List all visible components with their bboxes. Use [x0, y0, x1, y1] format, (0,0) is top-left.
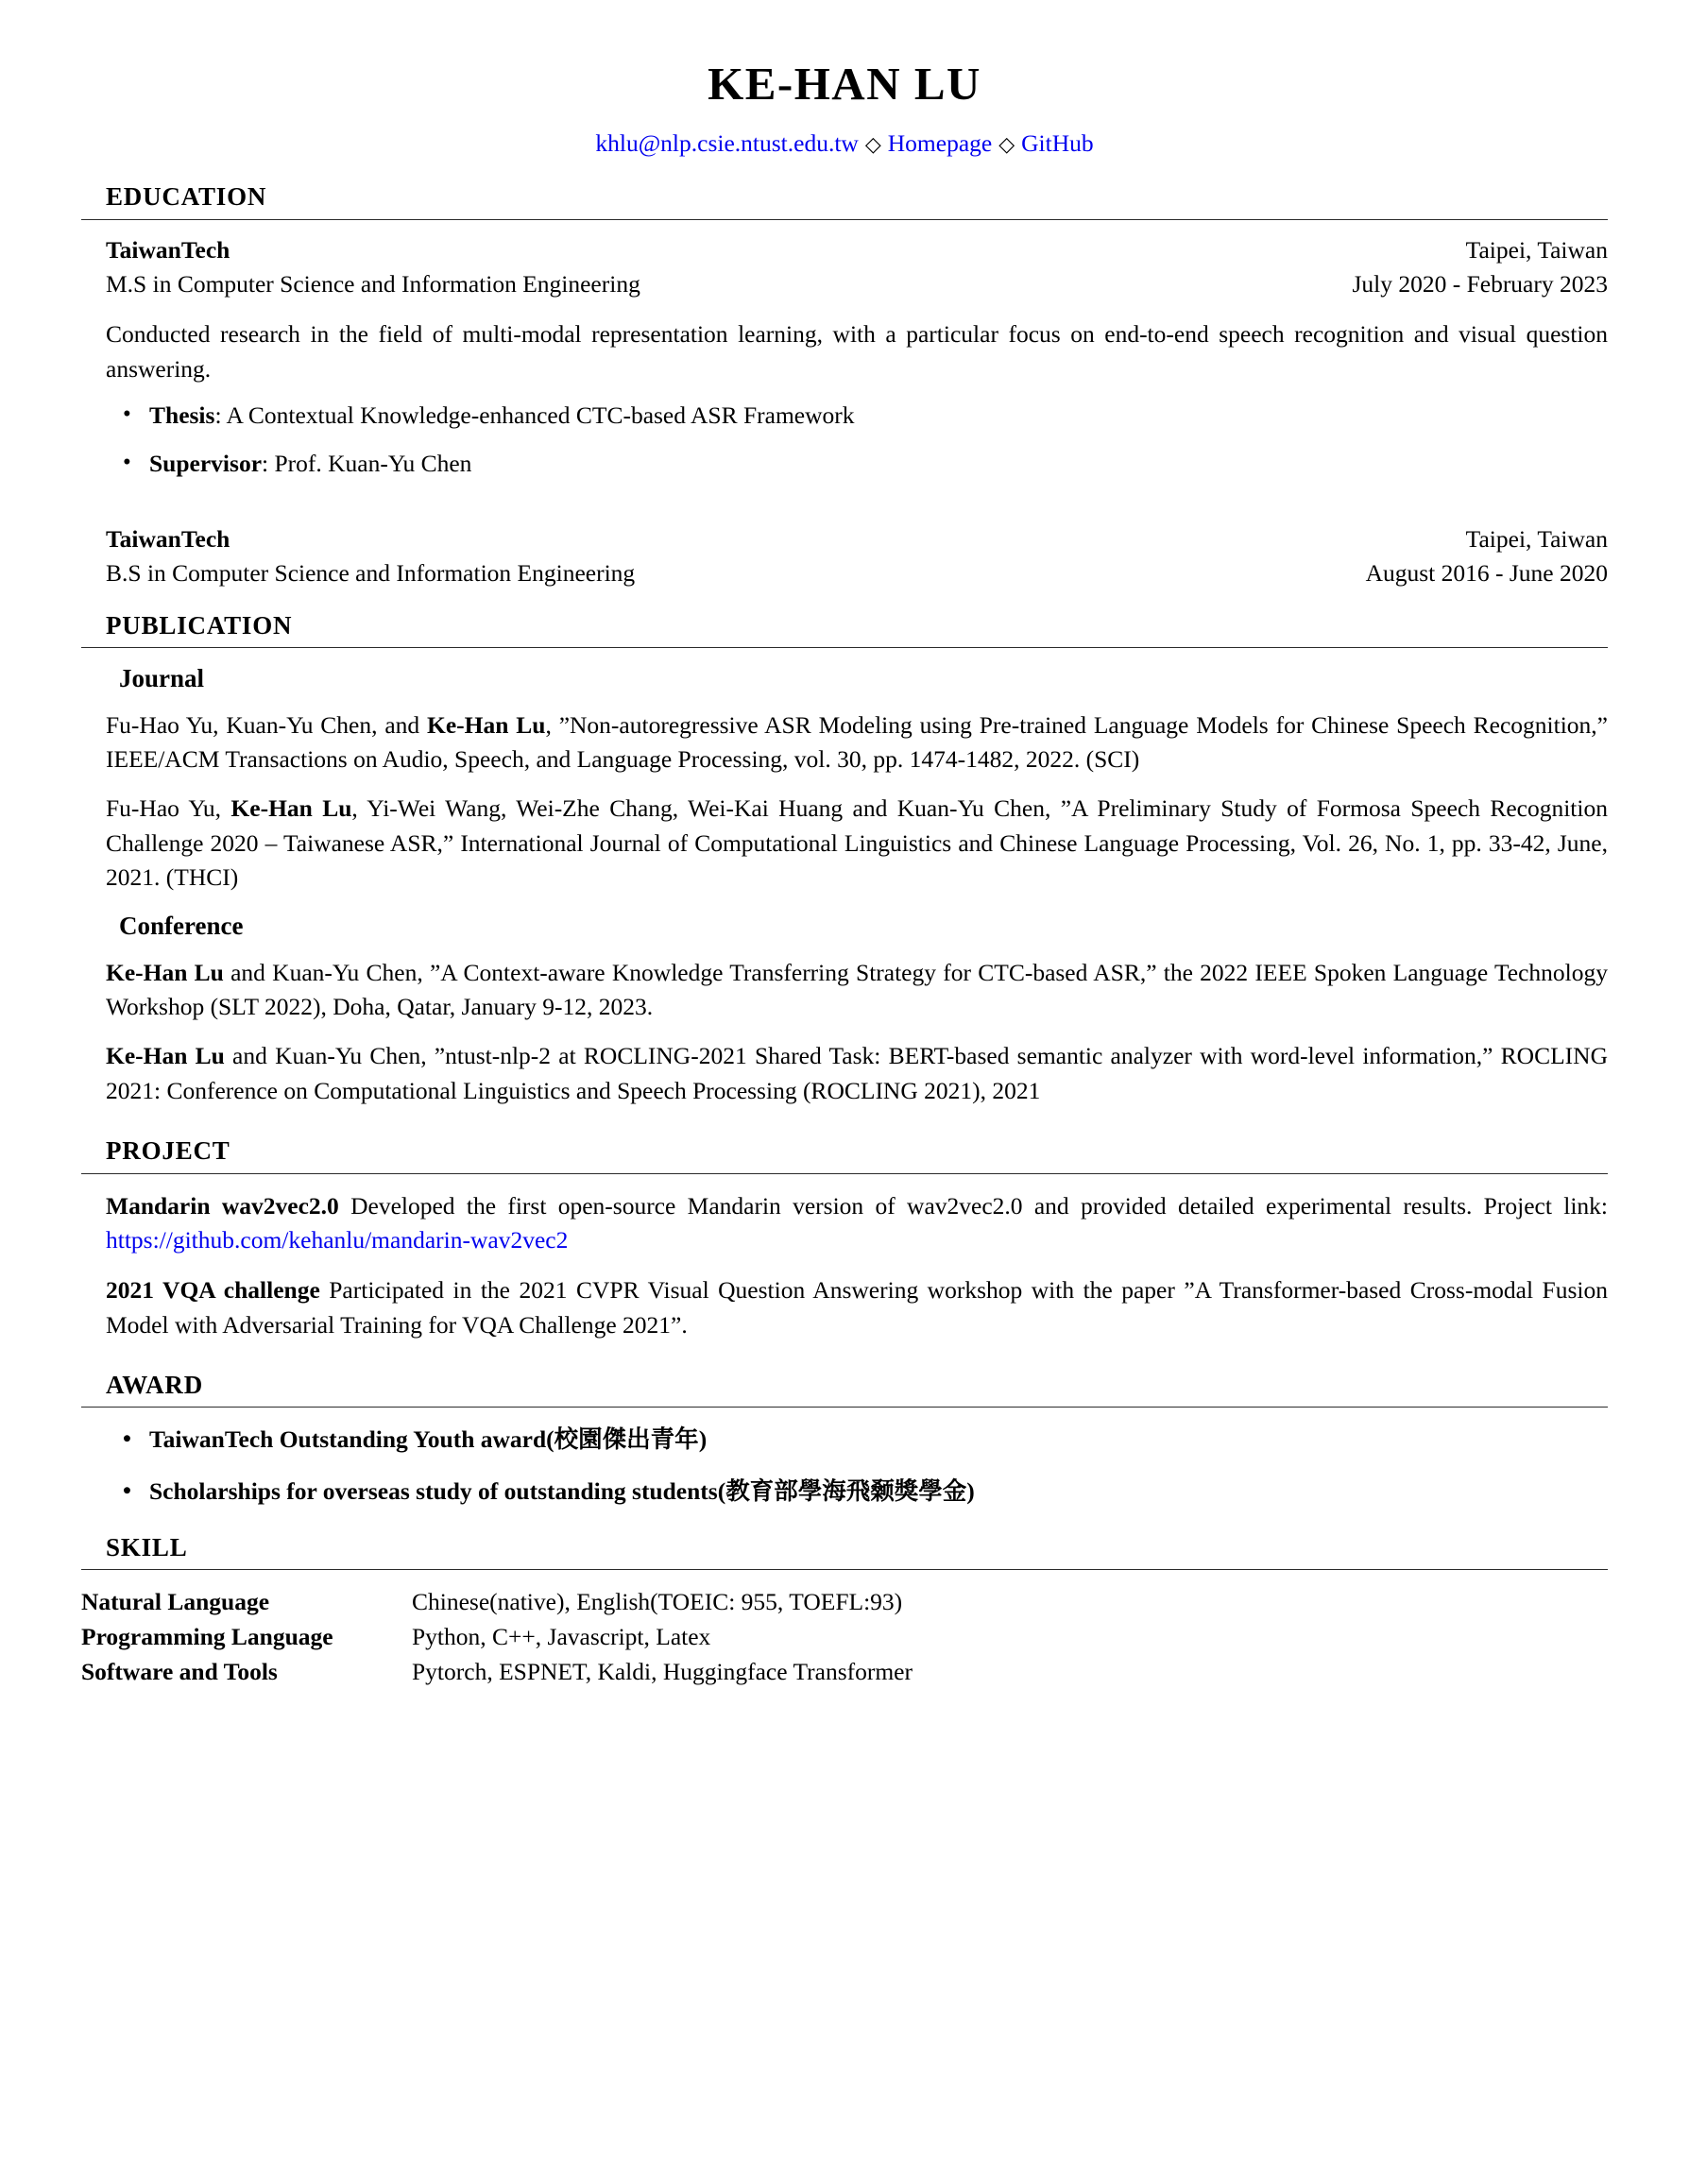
author-self: Ke-Han Lu	[427, 710, 546, 739]
project-title: 2021 VQA challenge	[106, 1275, 320, 1304]
publication-item-journal-1	[81, 708, 1608, 777]
bullet-label-supervisor: Supervisor	[149, 449, 263, 477]
project-item-mandarin-wav2vec	[81, 1189, 1608, 1258]
author-self: Ke-Han Lu	[106, 958, 224, 986]
award-paren-close: )	[698, 1425, 708, 1454]
project-description: Developed the first open-source Mandarin version of wav2vec2.0 and provided detailed experimental results. Project link:	[338, 1191, 1608, 1220]
skill-table	[81, 1585, 913, 1691]
section-divider	[81, 1569, 1608, 1570]
subsection-heading-conference: Conference	[119, 912, 244, 941]
project-description: Participated in the 2021 CVPR Visual Question Answering workshop with the paper ”A Transformer-based Cross-modal Fusion Model with Adversarial Training for VQA Challenge 2021”.	[106, 1275, 1608, 1339]
list-item	[149, 1475, 1608, 1509]
table-row	[81, 1585, 913, 1620]
bullet-label-thesis: Thesis	[149, 401, 215, 430]
list-item	[149, 447, 1608, 481]
contact-links	[81, 129, 1608, 159]
degree-dates: August 2016 - June 2020	[1365, 558, 1608, 587]
skill-label-software-tools: Software and Tools	[81, 1658, 278, 1686]
section-divider	[81, 647, 1608, 648]
authors-prefix: Fu-Hao Yu,	[106, 794, 231, 823]
section-heading-project: PROJECT	[106, 1136, 230, 1166]
author-self: Ke-Han Lu	[230, 794, 352, 823]
section-divider	[81, 1407, 1608, 1408]
author-self: Ke-Han Lu	[106, 1042, 225, 1070]
citation-text: , ”Non-autoregressive ASR Modeling using Pre-trained Language Models for Chinese Speech Recognition,” IEEE/ACM Transactions on Audio, Speech, and Language Processing, vol. 30, pp. 1474-1482, 2022. (SCI)	[106, 710, 1608, 774]
degree-name: B.S in Computer Science and Information Engineering	[106, 558, 636, 587]
award-name-zh: 教育部學海飛颡獎學金	[725, 1476, 967, 1506]
award-name-en: Scholarships for overseas study of outstanding students(	[149, 1476, 726, 1505]
page-title: KE-HAN LU	[708, 58, 981, 110]
section-award	[81, 1371, 1608, 1508]
diamond-separator-icon: ◇	[998, 131, 1015, 156]
project-title: Mandarin wav2vec2.0	[106, 1191, 339, 1220]
degree-name: M.S in Computer Science and Information Engineering	[106, 269, 640, 298]
award-name-zh: 校園傑出青年	[554, 1425, 699, 1455]
skill-value-software-tools: Pytorch, ESPNET, Kaldi, Huggingface Transformer	[412, 1658, 913, 1686]
skill-label-programming-language: Programming Language	[81, 1623, 333, 1651]
project-link[interactable]: https://github.com/kehanlu/mandarin-wav2vec2	[106, 1226, 569, 1254]
school-name: TaiwanTech	[106, 524, 230, 553]
section-heading-skill: SKILL	[106, 1532, 188, 1561]
subsection-heading-journal: Journal	[119, 664, 205, 693]
table-row	[81, 1655, 913, 1690]
school-location: Taipei, Taiwan	[1465, 524, 1608, 553]
award-list	[81, 1423, 1608, 1508]
publication-item-conference-1	[81, 956, 1608, 1025]
publication-item-conference-2	[81, 1039, 1608, 1108]
education-description: Conducted research in the field of multi-modal representation learning, with a particular focus on end-to-end speech recognition and visual question answering.	[106, 319, 1608, 383]
section-education	[81, 182, 1608, 590]
education-entry-row-degree	[106, 267, 1608, 301]
section-publication	[81, 611, 1608, 1108]
list-item	[149, 1423, 1608, 1457]
homepage-link[interactable]: Homepage	[887, 128, 993, 157]
section-divider	[81, 219, 1608, 220]
section-heading-education: EDUCATION	[106, 182, 267, 212]
skill-value-natural-language: Chinese(native), English(TOEIC: 955, TOEFL:93)	[412, 1587, 903, 1615]
school-location: Taipei, Taiwan	[1465, 235, 1608, 264]
email-link[interactable]: khlu@nlp.csie.ntust.edu.tw	[595, 128, 859, 157]
github-link[interactable]: GitHub	[1021, 128, 1094, 157]
skill-label-natural-language: Natural Language	[81, 1587, 270, 1615]
education-entry-row-school	[106, 522, 1608, 556]
section-skill	[81, 1533, 1608, 1691]
skill-value-programming-language: Python, C++, Javascript, Latex	[412, 1623, 711, 1651]
resume-header	[81, 59, 1608, 158]
citation-text: and Kuan-Yu Chen, ”A Context-aware Knowledge Transferring Strategy for CTC-based ASR,” the 2022 IEEE Spoken Language Technology Workshop (SLT 2022), Doha, Qatar, January 9-12, 2023.	[106, 958, 1608, 1021]
award-paren-close: )	[966, 1476, 975, 1505]
section-heading-award: AWARD	[106, 1371, 204, 1400]
table-row	[81, 1620, 913, 1655]
award-name-en: TaiwanTech Outstanding Youth award(	[149, 1425, 554, 1454]
section-project	[81, 1136, 1608, 1342]
publication-item-journal-2	[81, 792, 1608, 896]
diamond-separator-icon: ◇	[864, 131, 881, 156]
bullet-text-supervisor: : Prof. Kuan-Yu Chen	[262, 449, 472, 477]
citation-text: and Kuan-Yu Chen, ”ntust-nlp-2 at ROCLING-2021 Shared Task: BERT-based semantic analyzer with word-level information,” ROCLING 2021: Conference on Computational Linguistics and Speech Processing (ROCLING 2021), 2021	[106, 1042, 1608, 1104]
education-entry-masters	[81, 233, 1608, 481]
project-item-vqa-challenge	[81, 1273, 1608, 1342]
bullet-text-thesis: : A Contextual Knowledge-enhanced CTC-based ASR Framework	[214, 401, 855, 430]
citation-text: , Yi-Wei Wang, Wei-Zhe Chang, Wei-Kai Huang and Kuan-Yu Chen, ”A Preliminary Study of Formosa Speech Recognition Challenge 2020 – Taiwanese ASR,” International Journal of Computational Linguistics and Chinese Language Processing, Vol. 26, No. 1, pp. 33-42, June, 2021. (THCI)	[106, 794, 1608, 892]
education-entry-row-school	[106, 233, 1608, 267]
section-heading-publication: PUBLICATION	[106, 611, 293, 640]
degree-dates: July 2020 - February 2023	[1352, 269, 1608, 298]
education-bullet-list	[106, 399, 1608, 480]
school-name: TaiwanTech	[106, 235, 230, 264]
education-entry-row-degree	[106, 556, 1608, 590]
education-entry-bachelors	[81, 522, 1608, 590]
authors-prefix: Fu-Hao Yu, Kuan-Yu Chen, and	[106, 710, 428, 739]
section-divider	[81, 1173, 1608, 1174]
list-item	[149, 399, 1608, 433]
